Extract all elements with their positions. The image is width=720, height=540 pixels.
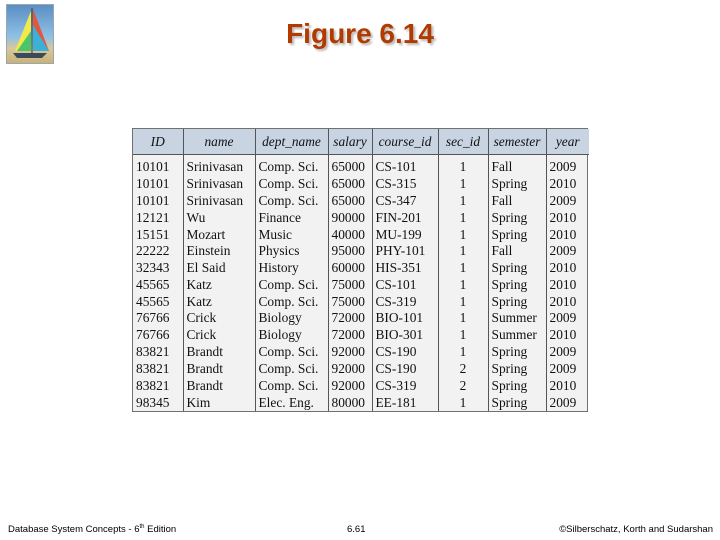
footer-copyright: ©Silberschatz, Korth and Sudarshan xyxy=(559,524,713,535)
table-cell-dept-name: Physics xyxy=(255,243,328,260)
table-cell-year: 2010 xyxy=(549,260,577,276)
table-cell-name: Wu xyxy=(183,209,255,226)
table-cell-sec-id: 2 xyxy=(438,360,488,377)
table-cell-name: Katz xyxy=(183,277,255,294)
column-header-id: ID xyxy=(133,129,183,155)
column-header-course-id: course_id xyxy=(372,129,438,155)
table-cell-year: 2010 xyxy=(549,226,577,242)
table-cell-dept-name: Comp. Sci. xyxy=(255,155,328,176)
table-cell-year: 2010 xyxy=(549,377,577,393)
table-cell-year: 2009 xyxy=(549,310,577,326)
table-row xyxy=(133,277,589,294)
instructor-teaches-table xyxy=(132,128,588,412)
table-cell-sec-id: 1 xyxy=(438,243,488,260)
table-cell-course-id: CS-101 xyxy=(372,277,438,294)
table-cell-semester: Fall xyxy=(488,243,546,260)
table-cell-name: Kim xyxy=(183,394,255,411)
table-cell-name: Srinivasan xyxy=(183,176,255,193)
table-cell-dept-name: Biology xyxy=(255,310,328,327)
table-cell-id: 83821 xyxy=(133,377,183,394)
table-cell-course-id: CS-101 xyxy=(372,155,438,176)
table-cell-sec-id: 1 xyxy=(438,155,488,176)
table-cell-semester: Spring xyxy=(488,344,546,361)
column-header-name: name xyxy=(183,129,255,155)
table-cell-name: Srinivasan xyxy=(183,155,255,176)
table-cell-id: 10101 xyxy=(133,155,183,176)
table-cell-name: Srinivasan xyxy=(183,193,255,210)
table-cell-name: El Said xyxy=(183,260,255,277)
table-cell-year: 2009 xyxy=(549,193,577,209)
table-cell-course-id: FIN-201 xyxy=(372,209,438,226)
table-cell-salary: 92000 xyxy=(328,360,372,377)
table-cell-course-id: EE-181 xyxy=(372,394,438,411)
table-cell-salary: 40000 xyxy=(328,226,372,243)
table-row xyxy=(133,155,589,176)
table-row xyxy=(133,209,589,226)
table-cell-course-id: CS-319 xyxy=(372,293,438,310)
table-row xyxy=(133,176,589,193)
table-cell-semester: Spring xyxy=(488,176,546,193)
table-cell-salary: 65000 xyxy=(328,176,372,193)
table-cell-year: 2009 xyxy=(549,243,577,259)
table-cell-name: Brandt xyxy=(183,377,255,394)
table-cell-course-id: MU-199 xyxy=(372,226,438,243)
table-row xyxy=(133,360,589,377)
table-cell-semester: Spring xyxy=(488,260,546,277)
slide-title: Figure 6.14 xyxy=(286,18,434,49)
table-cell-sec-id: 1 xyxy=(438,209,488,226)
table-cell-sec-id: 1 xyxy=(438,226,488,243)
table-cell-year: 2010 xyxy=(549,327,577,343)
table-cell-name: Brandt xyxy=(183,360,255,377)
table-cell-year: 2009 xyxy=(549,159,577,175)
table-cell-salary: 92000 xyxy=(328,344,372,361)
table-cell-id: 83821 xyxy=(133,344,183,361)
table-row xyxy=(133,193,589,210)
table-cell-name: Crick xyxy=(183,327,255,344)
table-cell-dept-name: Elec. Eng. xyxy=(255,394,328,411)
table-row xyxy=(133,260,589,277)
table-row xyxy=(133,310,589,327)
table-cell-salary: 75000 xyxy=(328,277,372,294)
table-cell-id: 15151 xyxy=(133,226,183,243)
table-row xyxy=(133,344,589,361)
table-cell-dept-name: History xyxy=(255,260,328,277)
table-row xyxy=(133,377,589,394)
column-header-salary: salary xyxy=(328,129,372,155)
table-cell-sec-id: 1 xyxy=(438,344,488,361)
table-cell-course-id: HIS-351 xyxy=(372,260,438,277)
table-cell-sec-id: 2 xyxy=(438,377,488,394)
table-cell-course-id: CS-319 xyxy=(372,377,438,394)
table-cell-semester: Summer xyxy=(488,327,546,344)
table-cell-dept-name: Comp. Sci. xyxy=(255,293,328,310)
table-cell-salary: 65000 xyxy=(328,155,372,176)
table-cell-id: 76766 xyxy=(133,327,183,344)
table-cell-course-id: PHY-101 xyxy=(372,243,438,260)
table-cell-id: 45565 xyxy=(133,293,183,310)
table-cell-id: 83821 xyxy=(133,360,183,377)
table-cell-year: 2009 xyxy=(549,344,577,360)
table-cell-dept-name: Comp. Sci. xyxy=(255,277,328,294)
table-cell-salary: 75000 xyxy=(328,293,372,310)
table-cell-salary: 72000 xyxy=(328,327,372,344)
table-cell-sec-id: 1 xyxy=(438,260,488,277)
table-cell-course-id: CS-347 xyxy=(372,193,438,210)
table-cell-name: Mozart xyxy=(183,226,255,243)
footer-page-number: 6.61 xyxy=(347,524,366,535)
data-table xyxy=(133,129,589,411)
table-cell-semester: Fall xyxy=(488,155,546,176)
table-cell-year: 2010 xyxy=(549,209,577,225)
table-row xyxy=(133,226,589,243)
table-cell-id: 22222 xyxy=(133,243,183,260)
table-cell-salary: 90000 xyxy=(328,209,372,226)
table-cell-sec-id: 1 xyxy=(438,193,488,210)
table-cell-salary: 92000 xyxy=(328,377,372,394)
table-cell-dept-name: Music xyxy=(255,226,328,243)
table-cell-semester: Spring xyxy=(488,360,546,377)
table-cell-dept-name: Comp. Sci. xyxy=(255,344,328,361)
table-cell-salary: 72000 xyxy=(328,310,372,327)
table-cell-year: 2010 xyxy=(549,276,577,292)
table-cell-salary: 65000 xyxy=(328,193,372,210)
table-cell-sec-id: 1 xyxy=(438,176,488,193)
table-cell-salary: 95000 xyxy=(328,243,372,260)
table-cell-semester: Spring xyxy=(488,226,546,243)
table-cell-name: Brandt xyxy=(183,344,255,361)
table-header-row xyxy=(133,129,589,155)
table-cell-semester: Spring xyxy=(488,277,546,294)
table-cell-dept-name: Biology xyxy=(255,327,328,344)
table-cell-id: 10101 xyxy=(133,193,183,210)
table-cell-sec-id: 1 xyxy=(438,277,488,294)
table-cell-id: 76766 xyxy=(133,310,183,327)
table-row xyxy=(133,293,589,310)
column-header-semester: semester xyxy=(488,129,546,155)
table-cell-semester: Spring xyxy=(488,293,546,310)
table-cell-dept-name: Finance xyxy=(255,209,328,226)
table-cell-id: 45565 xyxy=(133,277,183,294)
table-cell-sec-id: 1 xyxy=(438,293,488,310)
column-header-dept-name: dept_name xyxy=(255,129,328,155)
table-cell-name: Crick xyxy=(183,310,255,327)
table-cell-name: Einstein xyxy=(183,243,255,260)
table-cell-id: 10101 xyxy=(133,176,183,193)
table-cell-year: 2009 xyxy=(549,360,577,376)
column-header-year: year xyxy=(546,129,589,155)
table-cell-dept-name: Comp. Sci. xyxy=(255,193,328,210)
table-cell-year: 2010 xyxy=(549,293,577,309)
table-cell-dept-name: Comp. Sci. xyxy=(255,360,328,377)
table-cell-dept-name: Comp. Sci. xyxy=(255,176,328,193)
table-cell-semester: Fall xyxy=(488,193,546,210)
column-header-sec-id: sec_id xyxy=(438,129,488,155)
table-cell-year: 2010 xyxy=(549,176,577,192)
table-cell-course-id: CS-190 xyxy=(372,360,438,377)
table-cell-course-id: CS-315 xyxy=(372,176,438,193)
table-cell-semester: Spring xyxy=(488,394,546,411)
table-cell-semester: Summer xyxy=(488,310,546,327)
table-cell-course-id: BIO-301 xyxy=(372,327,438,344)
table-cell-sec-id: 1 xyxy=(438,394,488,411)
table-cell-semester: Spring xyxy=(488,377,546,394)
table-cell-id: 98345 xyxy=(133,394,183,411)
table-row xyxy=(133,327,589,344)
table-cell-semester: Spring xyxy=(488,209,546,226)
table-cell-salary: 60000 xyxy=(328,260,372,277)
table-cell-course-id: BIO-101 xyxy=(372,310,438,327)
table-cell-year: 2009 xyxy=(549,394,577,410)
table-cell-sec-id: 1 xyxy=(438,327,488,344)
table-row xyxy=(133,394,589,411)
table-cell-salary: 80000 xyxy=(328,394,372,411)
table-cell-dept-name: Comp. Sci. xyxy=(255,377,328,394)
table-cell-name: Katz xyxy=(183,293,255,310)
table-cell-course-id: CS-190 xyxy=(372,344,438,361)
table-cell-id: 12121 xyxy=(133,209,183,226)
table-cell-sec-id: 1 xyxy=(438,310,488,327)
table-row xyxy=(133,243,589,260)
table-body xyxy=(133,155,589,412)
table-cell-id: 32343 xyxy=(133,260,183,277)
footer-book-title: Database System Concepts - 6th Edition xyxy=(8,524,177,536)
